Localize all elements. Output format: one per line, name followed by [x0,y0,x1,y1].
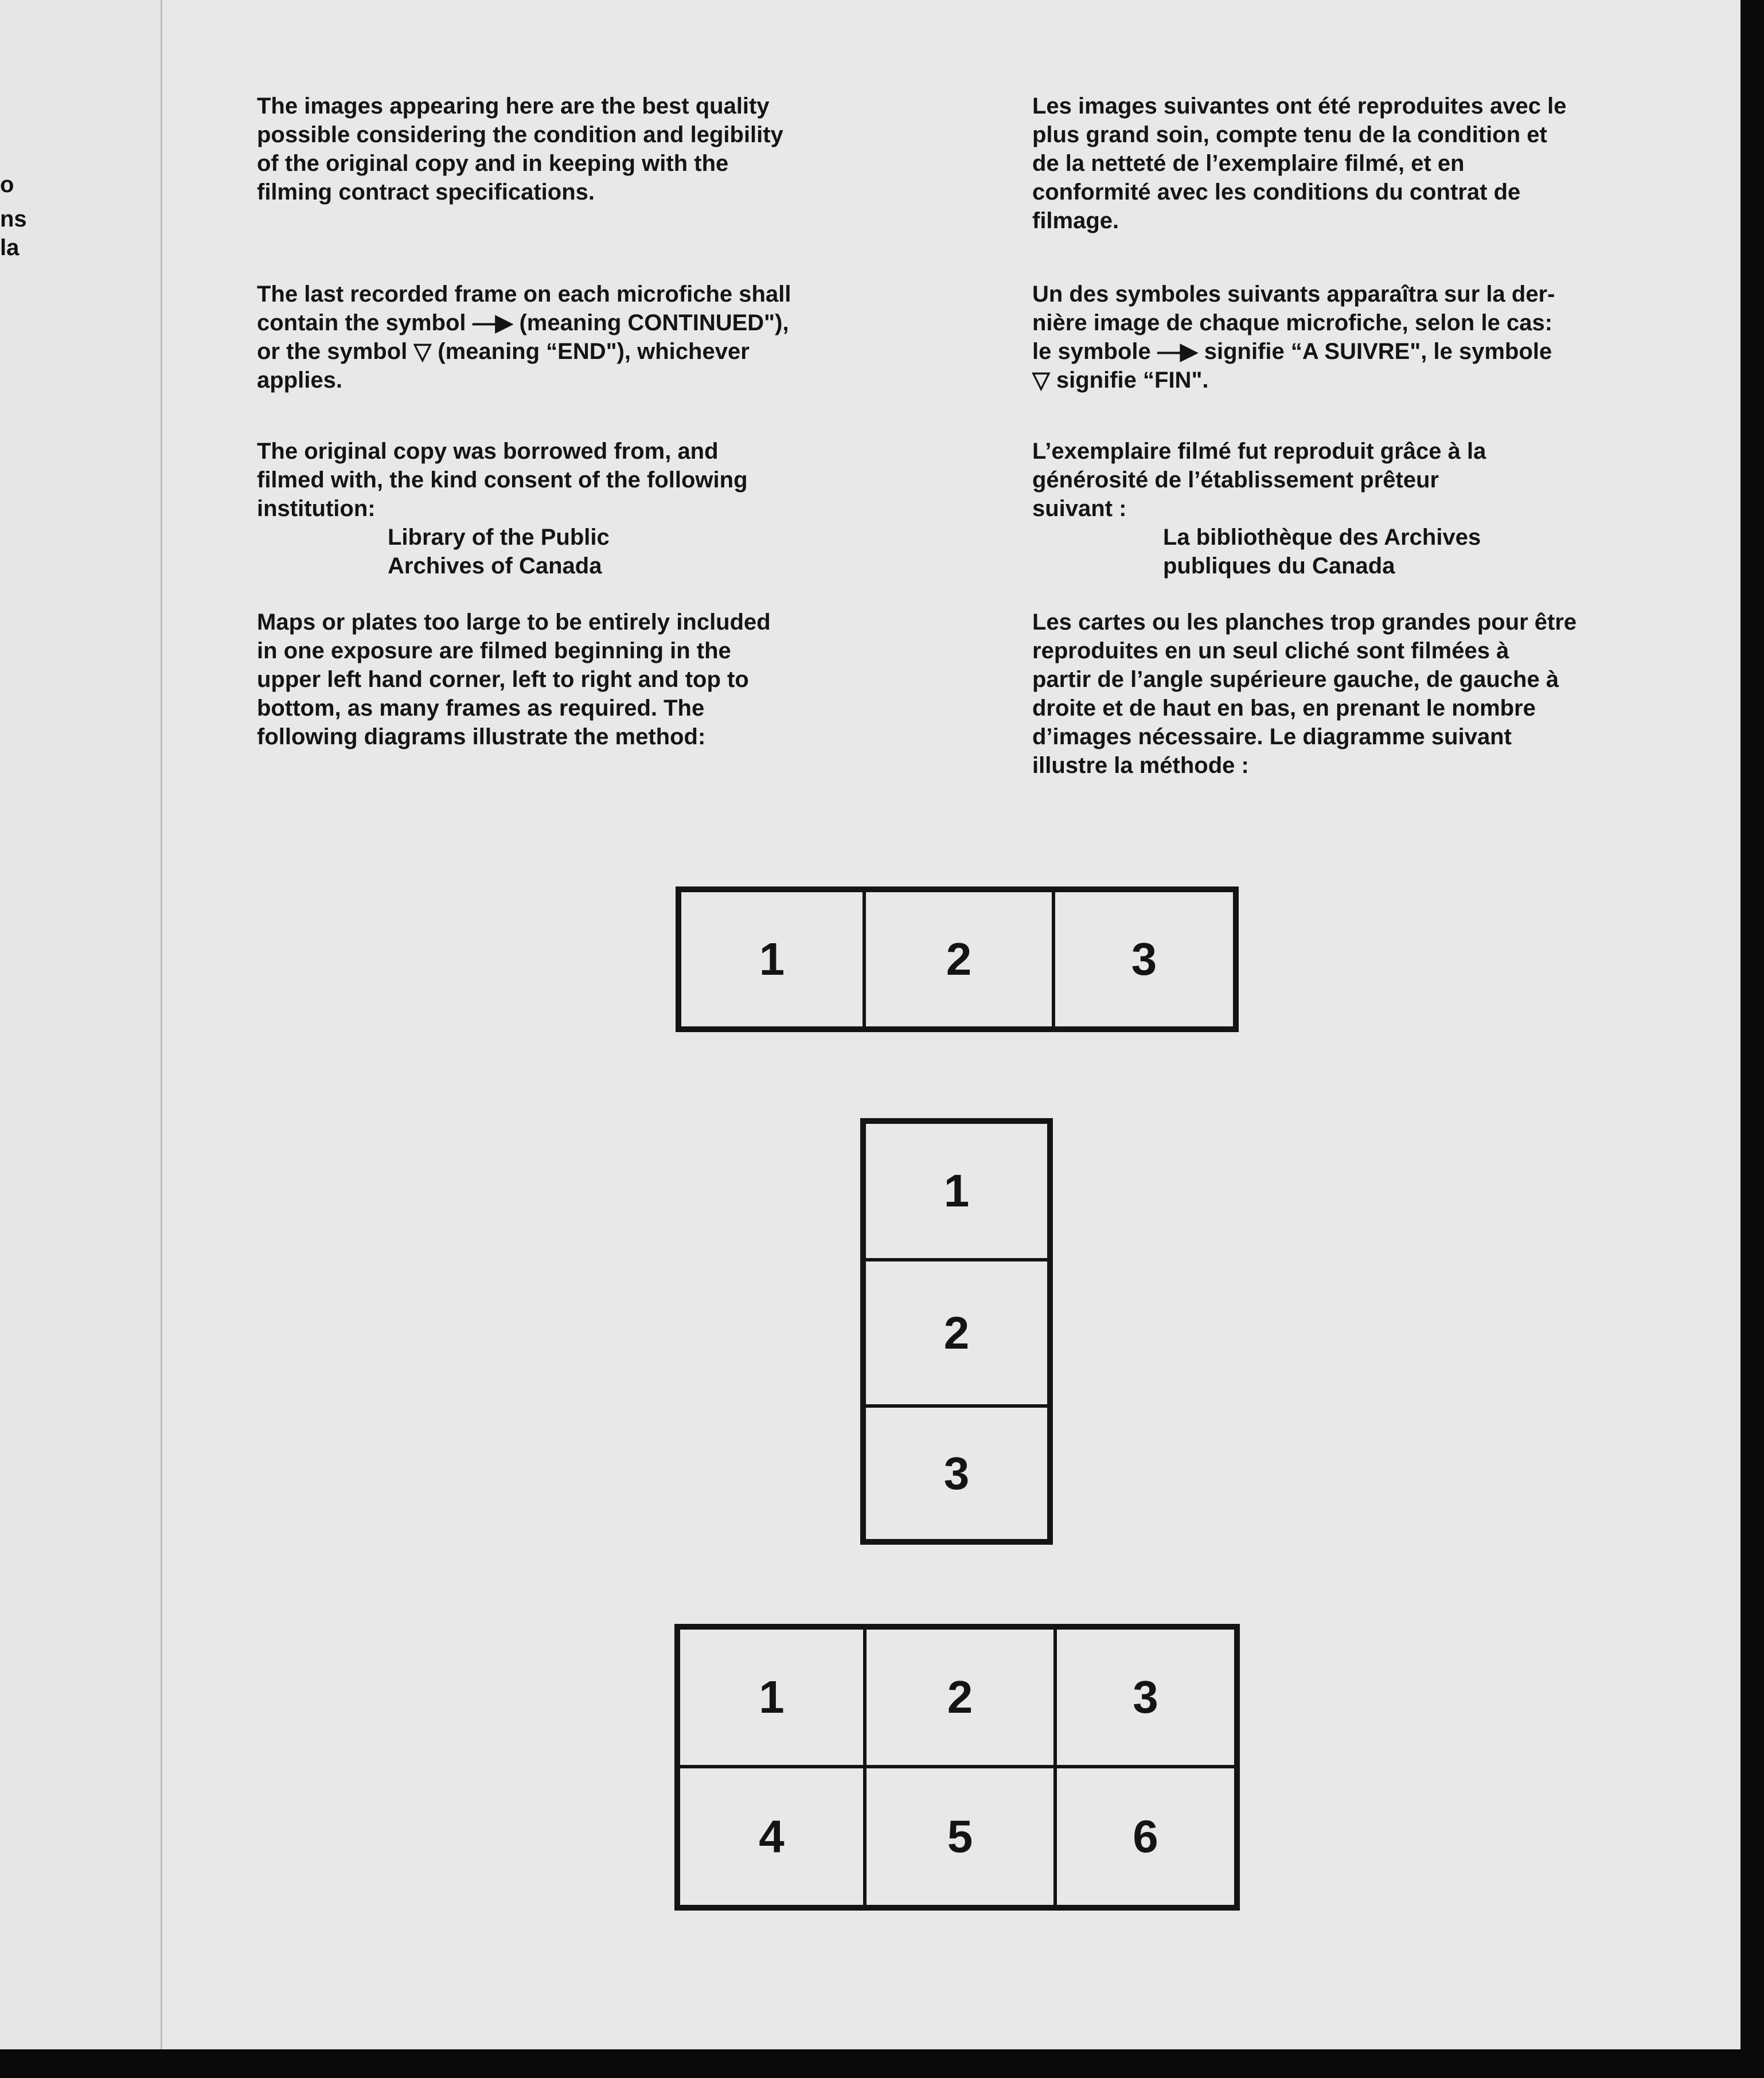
english-paragraph-symbols [257,280,888,394]
frame-cell: 2 [865,1628,1055,1767]
french-paragraph-maps [1032,608,1675,780]
text-line: The last recorded frame on each microfiche shall [257,282,791,307]
diagram-vertical [860,1118,1053,1545]
institution-name: Library of the Public [388,525,610,550]
text-line: d’images nécessaire. Le diagramme suivant [1032,724,1512,749]
text-line: upper left hand corner, left to right and top to [257,667,749,692]
institution-name: publiques du Canada [1163,553,1395,579]
text-line: droite et de haut en bas, en prenant le nombre [1032,696,1536,721]
left-adjacent-page [0,0,162,2049]
text-line: institution: [257,496,376,521]
text-line: filmed with, the kind consent of the following [257,467,748,493]
frame-cell: 2 [864,1260,1049,1406]
film-edge-right [1740,0,1764,2078]
institution-name: La bibliothèque des Archives [1163,525,1481,550]
text-line: following diagrams illustrate the method: [257,724,706,749]
film-edge-bottom [0,2049,1764,2078]
text-line: L’exemplaire filmé fut reproduit grâce à la [1032,439,1486,464]
left-page-fragment: la [0,235,19,260]
text-line: possible considering the condition and legibility [257,122,783,147]
french-paragraph-symbols [1032,280,1675,394]
frame-cell: 3 [1055,1628,1236,1767]
text-line: Un des symboles suivants apparaîtra sur la der- [1032,282,1555,307]
text-line: The original copy was borrowed from, and [257,439,719,464]
frame-cell: 1 [680,890,864,1028]
frame-cell: 1 [678,1628,865,1767]
text-line: The images appearing here are the best quality [257,93,770,119]
text-line: suivant : [1032,496,1127,521]
text-line: filmage. [1032,208,1119,233]
frame-cell: 1 [864,1122,1049,1260]
frame-cell: 5 [865,1767,1055,1907]
text-line: Maps or plates too large to be entirely included [257,610,771,635]
left-page-fragment: ns [0,206,27,232]
frame-cell: 3 [864,1406,1049,1541]
french-paragraph-quality [1032,92,1675,235]
english-paragraph-institution [257,437,888,580]
text-line: reproduites en un seul cliché sont filmées à [1032,638,1509,663]
diagram-grid [674,1624,1240,1911]
text-line: de la netteté de l’exemplaire filmé, et en [1032,151,1465,176]
frame-cell: 4 [678,1767,865,1907]
text-line: in one exposure are filmed beginning in the [257,638,731,663]
text-line: conformité avec les conditions du contrat de [1032,179,1521,205]
text-line: illustre la méthode : [1032,753,1249,778]
english-paragraph-quality [257,92,888,206]
text-line: bottom, as many frames as required. The [257,696,705,721]
left-page-fragment: o [0,172,14,197]
text-line: of the original copy and in keeping with the [257,151,729,176]
text-line: générosité de l’établissement prêteur [1032,467,1439,493]
text-line: Les cartes ou les planches trop grandes pour être [1032,610,1577,635]
text-line: filming contract specifications. [257,179,595,205]
text-line: le symbole —▶ signifie “A SUIVRE", le symbole [1032,339,1552,364]
frame-cell: 2 [864,890,1053,1028]
english-paragraph-maps [257,608,888,751]
french-paragraph-institution [1032,437,1675,580]
text-line: or the symbol ▽ (meaning “END"), whichever [257,339,750,364]
text-line: contain the symbol —▶ (meaning CONTINUED"), [257,310,789,335]
text-line: partir de l’angle supérieure gauche, de gauche à [1032,667,1559,692]
text-line: Les images suivantes ont été reproduites avec le [1032,93,1567,119]
frame-cell: 6 [1055,1767,1236,1907]
text-line: applies. [257,368,342,393]
diagram-horizontal [676,886,1239,1032]
text-line: plus grand soin, compte tenu de la condition et [1032,122,1547,147]
text-line: nière image de chaque microfiche, selon le cas: [1032,310,1553,335]
frame-cell: 3 [1053,890,1235,1028]
institution-name: Archives of Canada [388,553,602,579]
text-line: ▽ signifie “FIN". [1032,368,1209,393]
